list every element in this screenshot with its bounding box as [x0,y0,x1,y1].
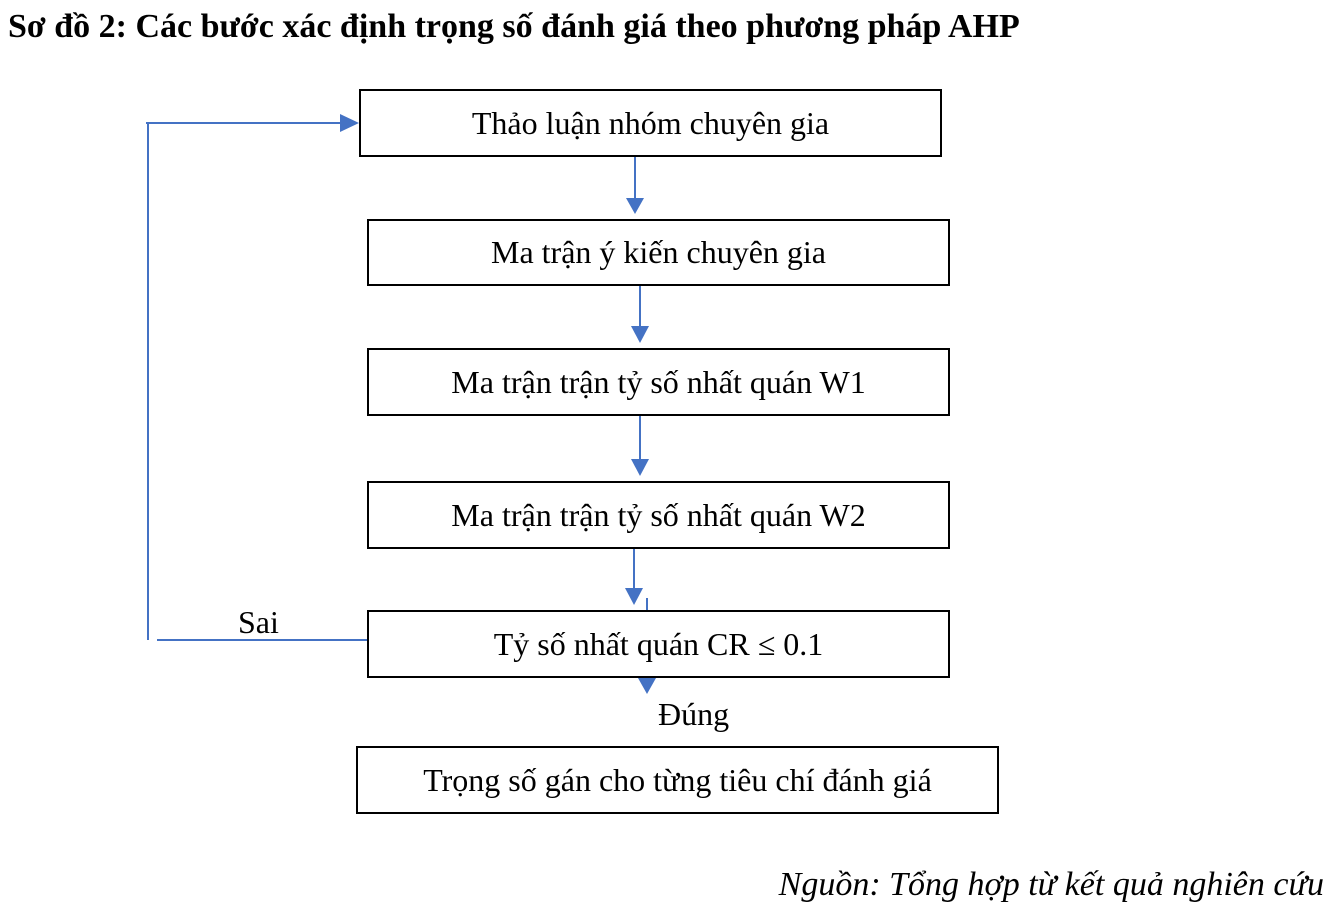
step-box-consistency-matrix-w1: Ma trận trận tỷ số nhất quán W1 [367,348,950,416]
step-box-consistency-matrix-w2: Ma trận trận tỷ số nhất quán W2 [367,481,950,549]
arrowhead-step2-to-step3 [631,326,649,343]
arrowhead-step1-to-step2 [626,198,644,214]
branch-label-no: Sai [238,604,279,640]
arrowhead-step4-to-step5 [625,588,643,605]
branch-label-yes: Đúng [658,696,730,732]
step-box-expert-opinion-matrix: Ma trận ý kiến chuyên gia [367,219,950,286]
diagram-title: Sơ đồ 2: Các bước xác định trọng số đánh giá theo phương pháp AHP [8,8,1020,45]
step-box-criteria-weights: Trọng số gán cho từng tiêu chí đánh giá [356,746,999,814]
source-note: Nguồn: Tổng hợp từ kết quả nghiên cứu [778,866,1324,903]
arrowhead-step3-to-step4 [631,459,649,476]
arrowhead-yes [638,678,656,694]
step-box-consistency-ratio-check: Tỷ số nhất quán CR ≤ 0.1 [367,610,950,678]
arrowhead-loop [340,114,359,132]
step-box-expert-discussion: Thảo luận nhóm chuyên gia [359,89,942,157]
